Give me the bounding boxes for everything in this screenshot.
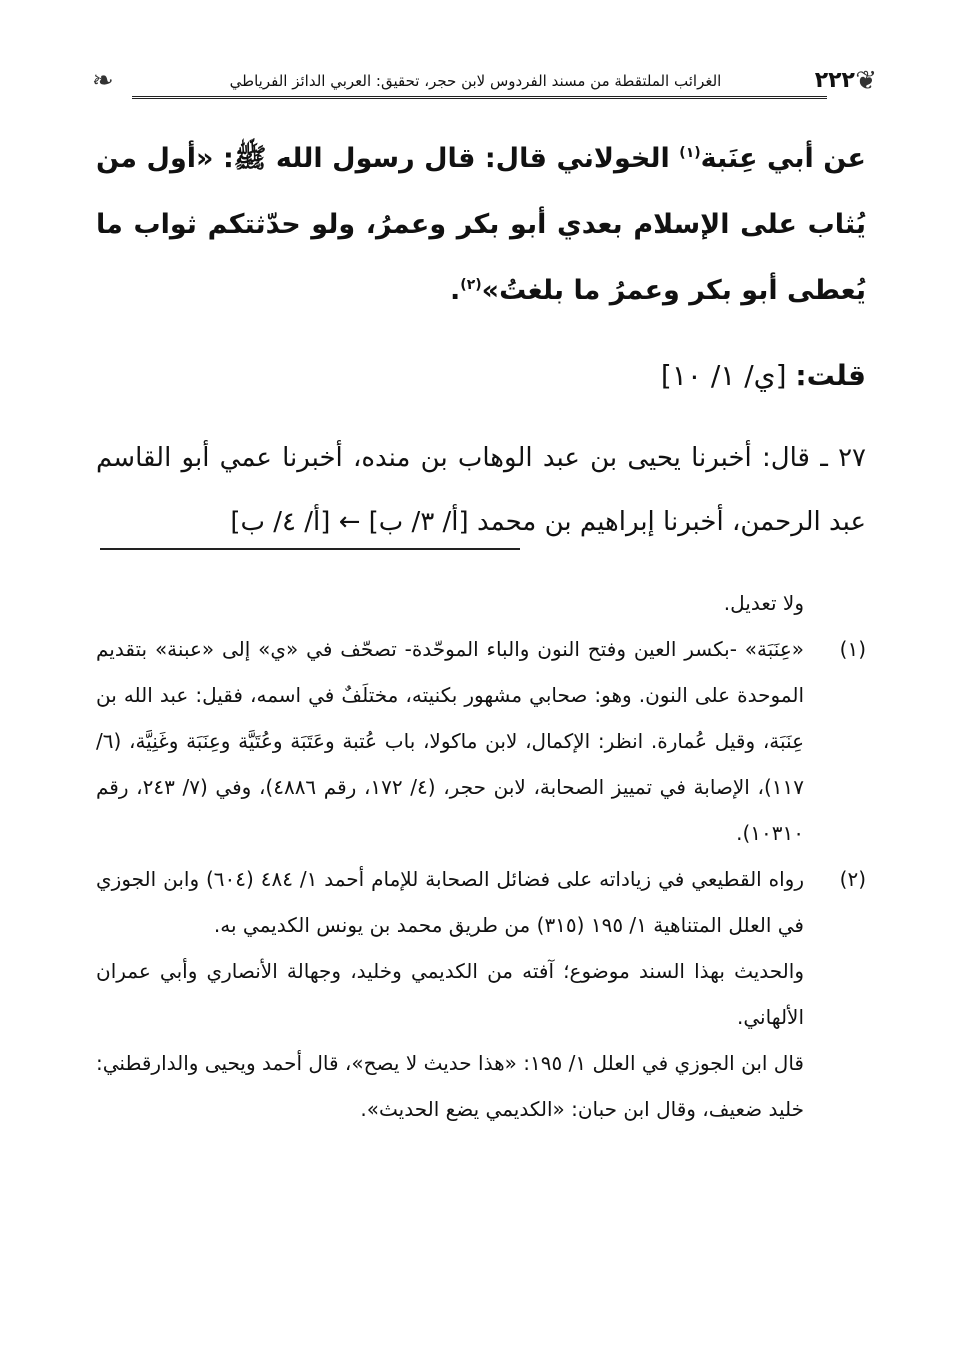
footnote-1-number: (١): [839, 637, 866, 661]
footnotes: [96, 580, 866, 1132]
footnote-2-text-2: والحديث بهذا السند موضوع؛ آفته من الكديمي وخليد، وجهالة الأنصاري وأبي عمران الألهاني.: [96, 959, 804, 1029]
footnote-2: [96, 856, 866, 948]
ornament-right-icon: ❦: [855, 66, 877, 96]
hadith-paragraph: [96, 126, 866, 324]
hadith-chain: الخولاني قال: قال رسول الله ﷺ:: [213, 143, 680, 174]
hadith-narrator: عن أبي عِنَبة: [700, 143, 866, 174]
header-rule: [132, 96, 827, 99]
footnote-ref-1[interactable]: (١): [679, 145, 701, 161]
main-text: [96, 126, 866, 554]
footnote-ref-2[interactable]: (٢): [460, 277, 482, 293]
hadith-matn: «أول من يُثاب على الإسلام بعدي أبو بكر وعمرُ، ولو حدّثتكم ثواب ما يُعطى أبو بكر وعمرُ ما بلغتُ»: [96, 143, 866, 306]
footnote-1: [96, 626, 866, 856]
running-title: الغرائب الملتقطة من مسند الفردوس لابن حجر، تحقيق: العربي الدائز الفرياطي: [229, 72, 722, 90]
qult-label: قلت:: [795, 359, 866, 392]
page-header: [92, 62, 875, 106]
ornament-left-icon: ❧: [92, 66, 114, 96]
isnad-paragraph: ٢٧ ـ قال: أخبرنا يحيى بن عبد الوهاب بن منده، أخبرنا عمي أبو القاسم عبد الرحمن، أخبرنا إبراهيم بن محمد [أ/ ٣/ ب] ← [أ/ ٤/ ب]: [96, 443, 866, 537]
footnote-2-text-3: قال ابن الجوزي في العلل ١/ ١٩٥: «هذا حديث لا يصح»، قال أحمد ويحيى والدارقطني: خليد ضعيف، وقال ابن حبان: «الكديمي يضع الحديث».: [96, 1051, 804, 1121]
footnote-2-text-1: رواه القطيعي في زياداته على فضائل الصحابة للإمام أحمد ١/ ٤٨٤ (٦٠٤) وابن الجوزي في العلل المتناهية ١/ ١٩٥ (٣١٥) من طريق محمد بن يونس الكديمي به.: [96, 867, 804, 937]
page-number: ٢٢٢: [814, 68, 855, 93]
footnote-separator: [100, 548, 520, 550]
hadith-end: .: [450, 275, 461, 306]
qult-reference: [ي/ ١/ ١٠]: [660, 359, 796, 392]
footnote-continuation: ولا تعديل.: [723, 591, 804, 615]
footnote-2-number: (٢): [839, 867, 866, 891]
qult-line: [96, 346, 866, 406]
footnote-1-text: «عِنَبَة» -بكسر العين وفتح النون والباء الموحّدة- تصحّف في «ي» إلى «عبنة» بتقديم الموحدة على النون. وهو: صحابي مشهور بكنيته، مختلَفٌ في اسمه، فقيل: عبد الله بن عِنَبَة، وقيل عُمارة. انظر: الإكمال، لابن ماكولا، باب عُتبة وعَتَبَة وعُتَيَّة وعِنَبَة وغَنِيَّة، (٦/ ١١٧)، الإصابة في تمييز الصحابة، لابن حجر، (٤/ ١٧٢، رقم ٤٨٨٦)، وفي (٧/ ٢٤٣، رقم ١٠٣١٠).: [96, 637, 804, 845]
